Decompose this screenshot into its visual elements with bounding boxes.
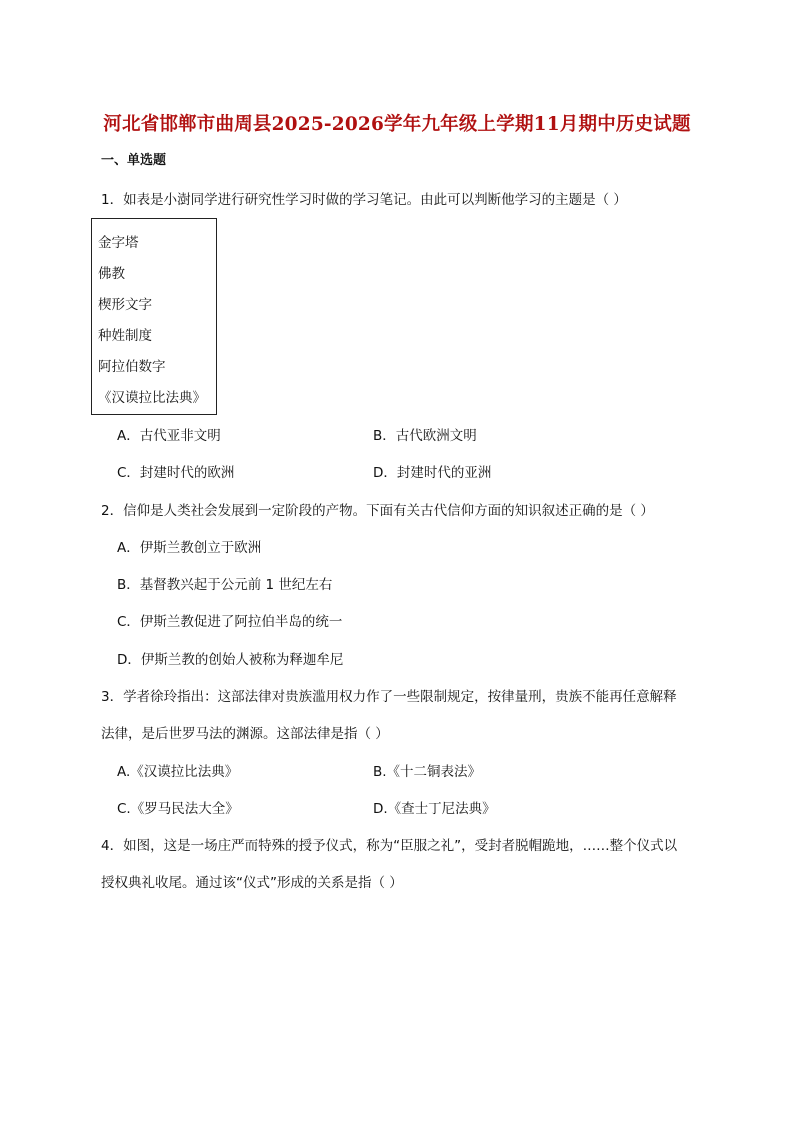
question-3-stem-line-1: 3．学者徐玲指出：这部法律对贵族滥用权力作了一些限制规定，按律量刑，贵族不能再任意解释 <box>101 689 677 705</box>
notes-item: 佛教 <box>98 266 125 282</box>
question-3-option-c[interactable]: C.《罗马民法大全》 <box>117 801 239 817</box>
question-4-stem-line-2: 授权典礼收尾。通过该“仪式”形成的关系是指（ ） <box>101 875 403 891</box>
study-notes-table <box>91 218 217 415</box>
question-3-option-b[interactable]: B.《十二铜表法》 <box>373 764 482 780</box>
question-3-stem-line-2: 法律，是后世罗马法的渊源。这部法律是指（ ） <box>101 726 389 742</box>
notes-item: 种姓制度 <box>98 328 152 344</box>
question-1-option-d[interactable]: D．封建时代的亚洲 <box>373 465 492 481</box>
question-2-option-b[interactable]: B．基督教兴起于公元前 1 世纪左右 <box>117 577 333 593</box>
notes-item: 《汉谟拉比法典》 <box>98 390 206 406</box>
question-1-option-a[interactable]: A．古代亚非文明 <box>117 428 221 444</box>
question-1-option-b[interactable]: B．古代欧洲文明 <box>373 428 477 444</box>
question-2-stem: 2．信仰是人类社会发展到一定阶段的产物。下面有关古代信仰方面的知识叙述正确的是（ ） <box>101 503 654 519</box>
notes-item: 金字塔 <box>98 235 139 251</box>
page-title: 河北省邯郸市曲周县2025-2026学年九年级上学期11月期中历史试题 <box>103 114 691 135</box>
question-1-stem: 1．如表是小澍同学进行研究性学习时做的学习笔记。由此可以判断他学习的主题是（ ） <box>101 192 627 208</box>
question-2-option-d[interactable]: D．伊斯兰教的创始人被称为释迦牟尼 <box>117 652 344 668</box>
section-heading: 一、单选题 <box>101 153 167 168</box>
question-2-option-a[interactable]: A．伊斯兰教创立于欧洲 <box>117 540 262 556</box>
question-3-option-a[interactable]: A.《汉谟拉比法典》 <box>117 764 239 780</box>
notes-item: 楔形文字 <box>98 297 152 313</box>
notes-item: 阿拉伯数字 <box>98 359 166 375</box>
question-3-option-d[interactable]: D.《查士丁尼法典》 <box>373 801 496 817</box>
question-1-option-c[interactable]: C．封建时代的欧洲 <box>117 465 235 481</box>
question-4-stem-line-1: 4．如图，这是一场庄严而特殊的授予仪式，称为“臣服之礼”，受封者脱帽跪地，……整个仪式以 <box>101 838 678 854</box>
question-2-option-c[interactable]: C．伊斯兰教促进了阿拉伯半岛的统一 <box>117 614 343 630</box>
